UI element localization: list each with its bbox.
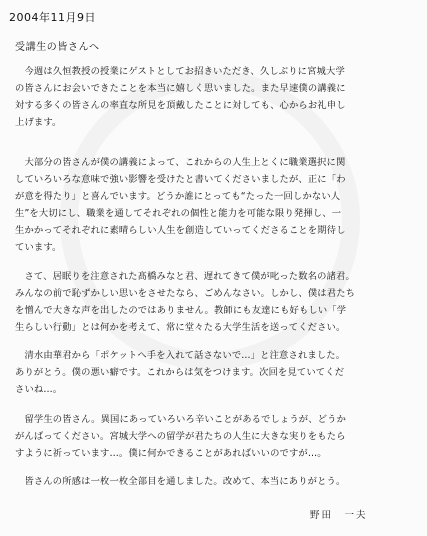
paragraph-line: すように祈っています…。僕に何かできることがあればいいのですが…。 <box>15 448 327 459</box>
paragraph-thanks <box>15 63 419 131</box>
paragraph-international-students <box>15 411 419 462</box>
paragraph-career <box>15 154 419 256</box>
letter-signature: 野田 一夫 <box>310 510 368 521</box>
paragraph-line: 皆さんの所感は一枚一枚全部目を通しました。改めて、本当にありがとう。 <box>15 476 346 487</box>
paragraph-line: さいね…。 <box>15 384 63 395</box>
paragraph-feedback <box>15 347 419 398</box>
paragraph-line: を憎んで大きな声を出したのではありません。教師にも友達にも好もしい「学 <box>15 305 347 316</box>
paragraph-closing <box>15 473 419 490</box>
letter-date: 2004年11月9日 <box>9 11 96 24</box>
paragraph-line: 今週は久恒教授の授業にゲストとしてお招きいただき、久しぶりに宮城大学 <box>15 66 345 77</box>
paragraph-line: 留学生の皆さん。異国にあっていろいろ辛いことがあるでしょうが、どうか <box>15 414 347 425</box>
paragraph-line: 生かかってそれぞれに素晴らしい人生を創造していってくださることを期待し <box>15 225 346 236</box>
letter-salutation: 受講生の皆さんへ <box>15 42 100 53</box>
paragraph-line: ています。 <box>15 242 62 253</box>
paragraph-line: がんばってください。宮城大学への留学が君たちの人生に大きな実りをもたら <box>15 431 346 442</box>
paragraph-line: が意を得たり」と喜んでいます。どうか誰にとっても“たった一回しかない人 <box>15 191 341 202</box>
paragraph-behavior <box>15 268 419 336</box>
paragraph-line: 対する多くの皆さんの率直な所見を頂戴したことに対しても、心からお礼申し <box>15 100 346 111</box>
paragraph-line: 清水由華君から「ポケットへ手を入れて話さないで…」と注意されました。 <box>15 350 346 361</box>
paragraph-line: 生”を大切にし、職業を通してそれぞれの個性と能力を可能な限り発揮し、一 <box>15 208 342 219</box>
paragraph-line: 大部分の皆さんが僕の講義によって、これからの人生上とくに職業選択に関 <box>15 157 346 168</box>
paragraph-line: みんなの前で恥ずかしい思いをさせたなら、ごめんなさい。しかし、僕は君たち <box>15 288 356 299</box>
paragraph-line: の皆さんにお会いできたことを本当に嬉しく思いました。また早速僕の講義に <box>15 83 346 94</box>
paragraph-line: 上げます。 <box>15 117 62 128</box>
paragraph-line: さて、居眠りを注意された髙橋みなと君、遅れてきて僕が叱った数名の諸君。 <box>15 271 355 282</box>
paragraph-line: ありがとう。僕の悪い癖です。これからは気をつけます。次回を見ていてくだ <box>15 367 345 378</box>
paragraph-line: していろいろな意味で強い影響を受けたと書いてくださいましたが、正に「わ <box>15 174 346 185</box>
paragraph-line: 生らしい行動」とは何かを考えて、常に堂々たる大学生活を送ってください。 <box>15 322 346 333</box>
